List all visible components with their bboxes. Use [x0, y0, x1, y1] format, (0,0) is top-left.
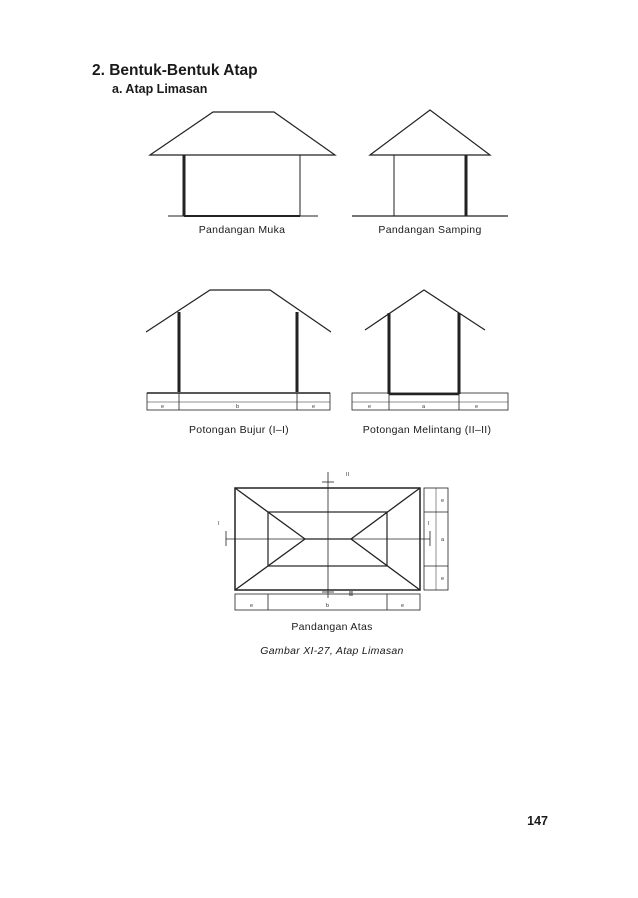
dim-label-a: a: [422, 404, 426, 410]
front-view-caption: Pandangan Muka: [198, 224, 286, 236]
front-view-drawing: [150, 112, 335, 216]
dim-label-e-left: e: [250, 603, 254, 609]
dim-label-e-right: e: [401, 603, 405, 609]
cut-label-bottom: II: [349, 591, 353, 598]
section-heading: 2. Bentuk-Bentuk Atap: [92, 62, 258, 79]
top-view-drawing: [226, 472, 448, 610]
dim-label-b: b: [326, 603, 330, 609]
dim-label-e-left: e: [161, 404, 165, 410]
cut-label-left: I: [218, 521, 220, 527]
subsection-heading: a. Atap Limasan: [112, 82, 208, 96]
cross-section-caption: Potongan Melintang (II–II): [362, 424, 492, 436]
cut-label-right: I: [428, 521, 430, 527]
page-number: 147: [527, 814, 548, 828]
dim-label-b: b: [236, 404, 240, 410]
top-view-caption: Pandangan Atas: [291, 621, 373, 633]
side-view-drawing: [352, 110, 508, 216]
figure-caption: Gambar XI-27, Atap Limasan: [260, 645, 404, 657]
side-view-caption: Pandangan Samping: [378, 224, 482, 236]
long-section-drawing: [146, 290, 331, 410]
dim-label-e-right: e: [312, 404, 316, 410]
dim-label-e-right: e: [475, 404, 479, 410]
cross-section-drawing: [352, 290, 508, 410]
dim-label-e-top: e: [441, 498, 445, 504]
long-section-caption: Potongan Bujur (I–I): [189, 424, 289, 436]
dim-label-e-left: e: [368, 404, 372, 410]
cut-label-top: II: [346, 472, 350, 478]
dim-label-e-bottom: e: [441, 576, 445, 582]
dim-label-a: a: [441, 537, 445, 543]
